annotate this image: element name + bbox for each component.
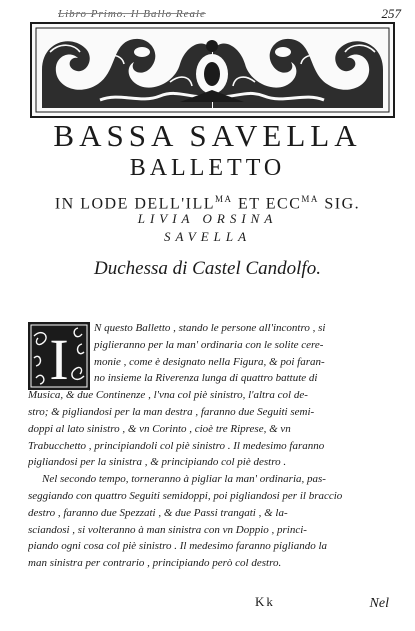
body-line: Nel secondo tempo, torneranno à pigliar la man' ordinaria, pas- <box>42 473 326 486</box>
catchword: Nel <box>369 596 389 611</box>
ornamental-headpiece <box>30 22 395 118</box>
dedication-prefix: IN LODE DELL'ILL <box>54 195 215 213</box>
body-line: Trabucchetto , principiandoli col piè sinistro . Il medesimo faranno <box>28 439 325 452</box>
dedicatee-title: Duchessa di Castel Candolfo. <box>94 258 321 279</box>
body-line: piglieranno per la man' ordinaria con le solite cere- <box>94 338 324 351</box>
body-line: N questo Balletto , stando le persone all'incontro , si <box>94 322 326 334</box>
title-sub: BALLETTO <box>129 155 286 181</box>
drop-cap-letter: I <box>49 327 69 390</box>
body-line: stro; & pigliandosi per la man destra , faranno due Seguiti semi- <box>28 405 315 418</box>
dedication-middle: ET ECC <box>232 195 302 213</box>
body-line: Musica, & due Continenze , l'vna col piè sinistro, l'altra col de- <box>28 389 308 402</box>
page-footer <box>0 594 415 618</box>
body-line: monie , come è designato nella Figura, & poi faran- <box>94 355 325 368</box>
title-main: BASSA SAVELLA <box>53 118 362 153</box>
dedicatee-name: LIVIA ORSINA <box>137 211 278 226</box>
body-line: pigliandosi per la sinistra , & principiando col piè destro . <box>28 456 287 469</box>
body-line: no insieme la Riverenza lunga di quattro battute di <box>94 372 318 385</box>
dedicatee-surname: SAVELLA <box>163 229 252 244</box>
body-text <box>28 320 393 572</box>
running-head: Libro Primo. Il Ballo Reale <box>58 8 206 20</box>
body-line: piando ogni cosa col piè sinistro . Il medesimo faranno pigliando la <box>28 540 328 553</box>
body-line: seggiando con quattro Seguiti semidoppi, poi pigliandosi per il braccio <box>28 489 343 502</box>
dedication-sup-2: MA <box>301 194 319 204</box>
body-line: man sinistra per contrario , principiando però col destro. <box>28 557 282 570</box>
body-line: doppi al lato sinistro , & vn Corinto , cioè tre Riprese, & vn <box>28 422 291 435</box>
body-line: destro , faranno due Spezzati , & due Passi trangati , & la- <box>28 506 288 519</box>
body-line: sciandosi , si volteranno à man sinistra con vn Doppio , princi- <box>28 523 307 536</box>
dedication-suffix: SIG. <box>318 195 361 213</box>
signature-mark: Kk <box>255 594 275 609</box>
dedication-sup-1: MA <box>214 194 233 204</box>
page-number: 257 <box>381 6 401 21</box>
